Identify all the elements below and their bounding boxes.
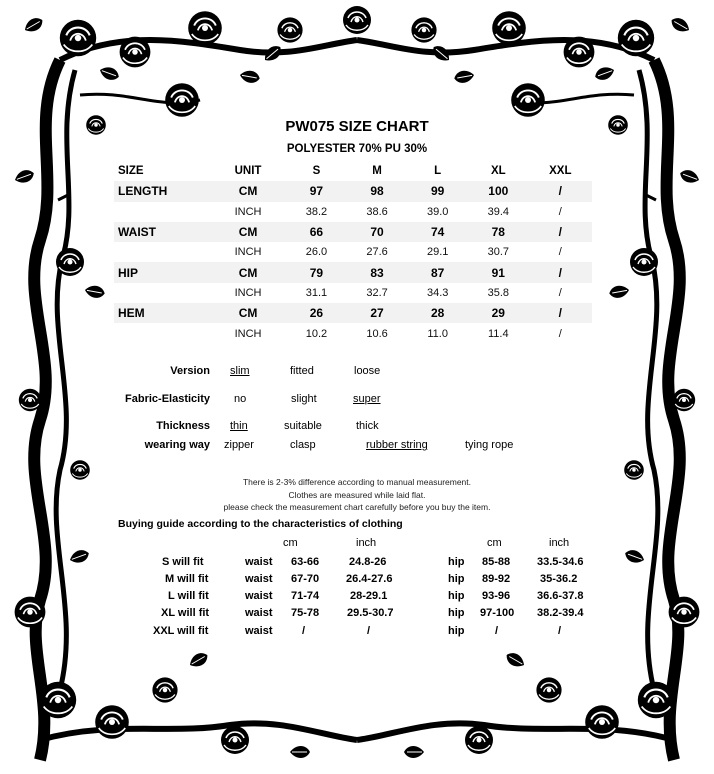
value-cell: / — [529, 262, 592, 282]
value-cell: 27 — [347, 303, 408, 323]
attribute-option: loose — [354, 365, 381, 377]
guide-waist-label: waist — [245, 607, 273, 619]
guide-hip-cm: 93-96 — [482, 590, 511, 602]
table-row — [114, 222, 592, 242]
unit-cell: INCH — [234, 327, 262, 340]
guide-hip-label: hip — [448, 573, 465, 585]
table-row — [114, 283, 592, 303]
table-row — [114, 303, 592, 323]
attribute-option-selected: super — [353, 393, 381, 405]
value-cell: 35.8 — [487, 286, 509, 299]
header-cell: XL — [490, 165, 506, 178]
attribute-option: tying rope — [465, 439, 514, 451]
guide-hip-cm: 97-100 — [480, 607, 515, 619]
header-cell: M — [372, 165, 382, 178]
guide-hip-label: hip — [448, 590, 465, 602]
value-cell: 10.6 — [366, 327, 388, 340]
guide-waist-label: waist — [245, 590, 273, 602]
value-cell: 70 — [347, 222, 408, 242]
chart-title: PW075 SIZE CHART — [285, 118, 429, 135]
value-cell: / — [529, 222, 592, 242]
value-cell: 91 — [468, 262, 529, 282]
header-cell: SIZE — [118, 165, 144, 178]
guide-waist-label: waist — [245, 573, 273, 585]
guide-waist-inch: 26.4-27.6 — [346, 573, 393, 585]
value-cell: 79 — [286, 262, 347, 282]
guide-hip-cm: / — [495, 625, 499, 637]
attribute-option: no — [234, 393, 247, 405]
attribute-option: suitable — [284, 420, 322, 432]
value-cell: 38.2 — [305, 205, 328, 218]
guide-waist-inch: 29.5-30.7 — [347, 607, 394, 619]
value-cell: 26 — [286, 303, 347, 323]
value-cell: 66 — [286, 222, 347, 242]
value-cell: / — [529, 181, 592, 201]
measurement-note: please check the measurement chart carefully before you buy the item. — [223, 502, 491, 512]
guide-waist-inch: 24.8-26 — [349, 556, 387, 568]
guide-hip-inch: / — [558, 625, 562, 637]
unit-cell: CM — [210, 303, 286, 323]
guide-fit-label: XXL will fit — [153, 625, 209, 637]
table-row — [114, 202, 592, 222]
measurement-note: Clothes are measured while laid flat. — [288, 490, 426, 500]
header-cell: L — [434, 165, 442, 178]
attribute-label: Thickness — [156, 420, 210, 432]
guide-hip-inch: 38.2-39.4 — [537, 607, 584, 619]
value-cell: 27.6 — [366, 246, 388, 259]
row-label: LENGTH — [114, 181, 210, 201]
guide-hip-inch: 35-36.2 — [540, 573, 578, 585]
row-label: WAIST — [114, 222, 210, 242]
value-cell: / — [529, 303, 592, 323]
value-cell: 97 — [286, 181, 347, 201]
value-cell: 11.0 — [427, 327, 448, 340]
attribute-label: Version — [170, 365, 210, 377]
unit-cell: CM — [210, 222, 286, 242]
header-cell: UNIT — [234, 165, 262, 178]
table-row — [114, 323, 592, 343]
attribute-option-selected: rubber string — [366, 439, 428, 451]
guide-waist-cm: 71-74 — [291, 590, 320, 602]
guide-waist-cm: 75-78 — [291, 607, 320, 619]
value-cell: 28 — [407, 303, 468, 323]
value-cell: 29 — [468, 303, 529, 323]
unit-cell: CM — [210, 262, 286, 282]
row-label — [114, 242, 210, 262]
value-cell: 32.7 — [366, 286, 388, 299]
value-cell: / — [558, 327, 562, 340]
value-cell: 30.7 — [487, 246, 509, 259]
attribute-label: Fabric-Elasticity — [125, 393, 210, 405]
value-cell: / — [558, 246, 562, 259]
value-cell: 11.4 — [488, 327, 509, 340]
guide-waist-inch: 28-29.1 — [350, 590, 388, 602]
guide-hip-cm: 89-92 — [482, 573, 511, 585]
unit-cell: INCH — [234, 205, 262, 218]
value-cell: 39.4 — [487, 205, 509, 218]
guide-hip-label: hip — [448, 607, 465, 619]
row-label — [114, 202, 210, 222]
value-cell: 34.3 — [426, 286, 449, 299]
guide-fit-label: S will fit — [162, 556, 204, 568]
value-cell: 87 — [407, 262, 468, 282]
guide-hip-inch: 36.6-37.8 — [537, 590, 584, 602]
attribute-option: fitted — [290, 365, 314, 377]
row-label: HIP — [114, 262, 210, 282]
guide-hip-label: hip — [448, 625, 465, 637]
guide-hip-inch: 33.5-34.6 — [537, 556, 584, 568]
value-cell: 31.1 — [305, 286, 328, 299]
attribute-option: thick — [356, 420, 379, 432]
value-cell: 99 — [407, 181, 468, 201]
value-cell: 29.1 — [426, 246, 449, 259]
table-header-row — [114, 161, 592, 181]
guide-waist-inch: / — [367, 625, 371, 637]
material-subtitle: POLYESTER 70% PU 30% — [286, 143, 428, 155]
measurement-note: There is 2-3% difference according to manual measurement. — [242, 477, 472, 487]
guide-waist-label: waist — [245, 556, 273, 568]
guide-waist-cm: 63-66 — [291, 556, 320, 568]
value-cell: / — [558, 205, 562, 218]
attribute-label: wearing way — [144, 439, 210, 451]
guide-hip-label: hip — [448, 556, 465, 568]
value-cell: 83 — [347, 262, 408, 282]
attribute-option-selected: slim — [230, 365, 250, 377]
guide-fit-label: M will fit — [165, 573, 209, 585]
value-cell: 26.0 — [305, 246, 328, 259]
value-cell: 100 — [468, 181, 529, 201]
value-cell: 98 — [347, 181, 408, 201]
value-cell: 39.0 — [426, 205, 449, 218]
guide-fit-label: L will fit — [168, 590, 209, 602]
value-cell: 78 — [468, 222, 529, 242]
guide-col-cm: cm — [487, 537, 502, 549]
value-cell: 38.6 — [366, 205, 388, 218]
table-row — [114, 242, 592, 262]
header-cell: XXL — [549, 165, 572, 178]
value-cell: 10.2 — [305, 327, 328, 340]
attribute-option: clasp — [290, 439, 316, 451]
table-row — [114, 181, 592, 201]
guide-waist-cm: 67-70 — [291, 573, 320, 585]
guide-hip-cm: 85-88 — [482, 556, 511, 568]
guide-waist-cm: / — [302, 625, 306, 637]
guide-col-cm: cm — [283, 537, 298, 549]
row-label — [114, 283, 210, 303]
guide-fit-label: XL will fit — [161, 607, 210, 619]
guide-col-inch: inch — [549, 537, 570, 549]
attribute-option: zipper — [224, 439, 254, 451]
unit-cell: INCH — [234, 246, 262, 259]
table-row — [114, 262, 592, 282]
row-label — [114, 323, 210, 343]
attribute-option-selected: thin — [230, 420, 248, 432]
attribute-option: slight — [291, 393, 317, 405]
guide-waist-label: waist — [245, 625, 273, 637]
unit-cell: CM — [210, 181, 286, 201]
unit-cell: INCH — [234, 286, 262, 299]
value-cell: / — [558, 286, 562, 299]
guide-col-inch: inch — [356, 537, 377, 549]
header-cell: S — [312, 165, 321, 178]
size-chart-table — [114, 161, 592, 344]
buying-guide-title: Buying guide according to the characteristics of clothing — [118, 518, 403, 530]
row-label: HEM — [114, 303, 210, 323]
value-cell: 74 — [407, 222, 468, 242]
